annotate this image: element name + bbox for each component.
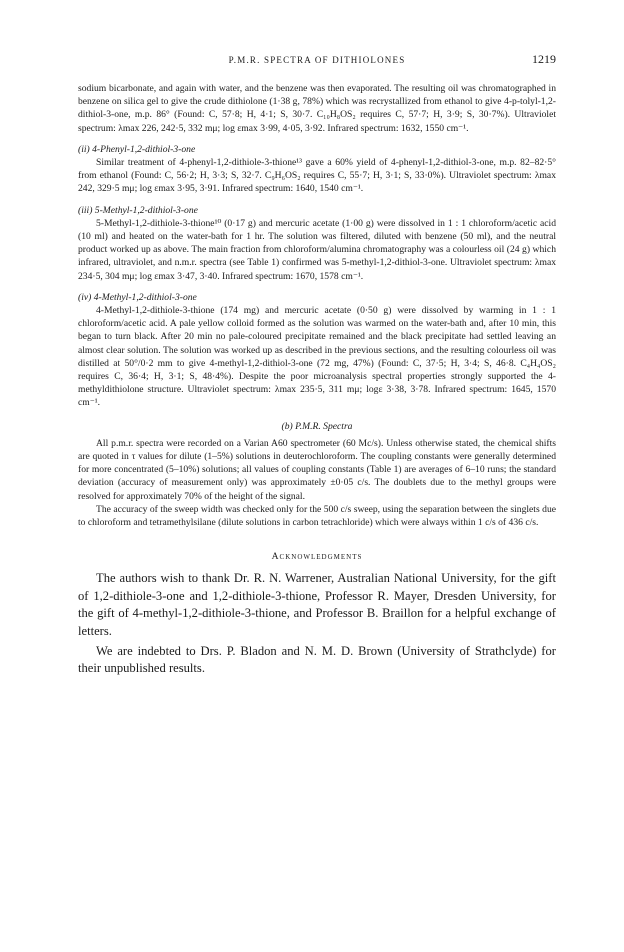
section-body: Similar treatment of 4-phenyl-1,2-dithiole-3-thione¹³ gave a 60% yield of 4-phenyl-1,2-dithiol-3-one, m.p. 82–82·5° from ethanol (Found: C, 56·2; H, 3·3; S, 32·7. C₉H₆OS₂ requires C, 55·7; H, 3·1; S, 33·0%). Ultraviolet spectrum: λmax 242, 329·5 mμ; log εmax 3·95, 3·91. Infrared spectrum: 1640, 1540 cm⁻¹. xyxy=(78,157,556,195)
page-header xyxy=(78,52,556,68)
acknowledgments-heading: Acknowledgments xyxy=(271,551,363,563)
page-number: 1219 xyxy=(532,52,556,66)
section-phenyl-dithiolone xyxy=(78,143,556,196)
section-heading: (iii) 5-Methyl-1,2-dithiol-3-one xyxy=(78,204,198,216)
intro-paragraph: sodium bicarbonate, and again with water, and the benzene was then evaporated. The resulting oil was chromatographed in benzene on silica gel to give the crude dithiolone (1·38 g, 78%) which was recrystallized from ethanol to give 4-p-tolyl-1,2-dithiol-3-one, m.p. 86° (Found: C, 57·8; H, 4·1; S, 30·7. C₁₀H₈OS₂ requires C, 57·7; H, 3·9; S, 30·7%). Ultraviolet spectrum: λmax 226, 242·5, 332 mμ; log εmax 3·99, 4·05, 3·92. Infrared spectrum: 1632, 1550 cm⁻¹. xyxy=(78,83,556,134)
acknowledgments-paragraph: The authors wish to thank Dr. R. N. Warrener, Australian National University, for the gift of 1,2-dithiole-3-one and 1,2-dithiole-3-thione, Professor R. Mayer, Dresden University, for the gift of 4-methyl-1,2-dithiole-3-thione, and Professor B. Braillon for a helpful exchange of letters. xyxy=(78,571,556,639)
acknowledgments-paragraph: We are indebted to Drs. P. Bladon and N. M. D. Brown (University of Strathclyde) for their unpublished results. xyxy=(78,643,556,676)
pmr-paragraph: All p.m.r. spectra were recorded on a Varian A60 spectrometer (60 Mc/s). Unless otherwise stated, the chemical shifts are quoted in τ values for dilute (1–5%) solutions in deuterochloroform. The coupling constants were generally determined for more concentrated (5–10%) solutions; all values of coupling constants (Table 1) are averages of 6–10 runs; the standard deviation (accuracy of measurement only) was approximately ±0·05 c/s. The doublets due to the methyl groups were resolved for approximately 70% of the height of the signal. xyxy=(78,437,556,502)
pmr-heading: (b) P.M.R. Spectra xyxy=(281,420,353,432)
section-4-methyl-dithiolone xyxy=(78,291,556,410)
section-body: 4-Methyl-1,2-dithiole-3-thione (174 mg) and mercuric acetate (0·50 g) were dissolved by warming in 1 : 1 chloroform/acetic acid. A pale yellow colloid formed as the solution was warmed on the water-bath and, after 10 min, this began to turn black. After 20 min no pale-coloured precipitate remained and the black precipitate had settled leaving an almost clear solution. The solution was worked up as described in the previous sections, and the resulting colourless oil was distilled at 50°/0·2 mm to give 4-methyl-1,2-dithiol-3-one (72 mg, 47%) (Found: C, 37·5; H, 3·4; S, 46·8. C₄H₄OS₂ requires C, 36·4; H, 3·1; S, 48·4%). Despite the poor microanalysis spectral properties strongly supported the 4-methyldithiolone structure. Ultraviolet spectrum: λmax 235·5, 311 mμ; logε 3·38, 3·78. Infrared spectrum: 1645, 1570 cm⁻¹. xyxy=(78,305,556,409)
acknowledgments-section xyxy=(78,551,556,678)
section-5-methyl-dithiolone xyxy=(78,204,556,283)
section-body: 5-Methyl-1,2-dithiole-3-thione¹⁰ (0·17 g) and mercuric acetate (1·00 g) were dissolved in 1 : 1 chloroform/acetic acid (10 ml) and heated on the water-bath for 1 hr. The solution was filtered, diluted with benzene (50 ml), and the neutral product worked up as above. The main fraction from chloroform/alumina chromatography was a colourless oil (24 g) which infrared, ultraviolet, and n.m.r. spectra (see Table 1) confirmed was 5-methyl-1,2-dithiol-3-one. Ultraviolet spectrum: λmax 234·5, 304 mμ; log εmax 3·47, 3·40. Infrared spectrum: 1670, 1578 cm⁻¹. xyxy=(78,217,556,282)
journal-page xyxy=(78,52,556,678)
running-title: P.M.R. SPECTRA OF DITHIOLONES xyxy=(228,55,406,65)
section-heading: (ii) 4-Phenyl-1,2-dithiol-3-one xyxy=(78,143,196,155)
pmr-spectra-section xyxy=(78,420,556,530)
section-heading: (iv) 4-Methyl-1,2-dithiol-3-one xyxy=(78,291,197,303)
pmr-paragraph: The accuracy of the sweep width was checked only for the 500 c/s sweep, using the separation between the singlets due to chloroform and tetramethylsilane (dilute solutions in carbon tetrachloride) which were always within 1 c/s of 436 c/s. xyxy=(78,503,556,529)
